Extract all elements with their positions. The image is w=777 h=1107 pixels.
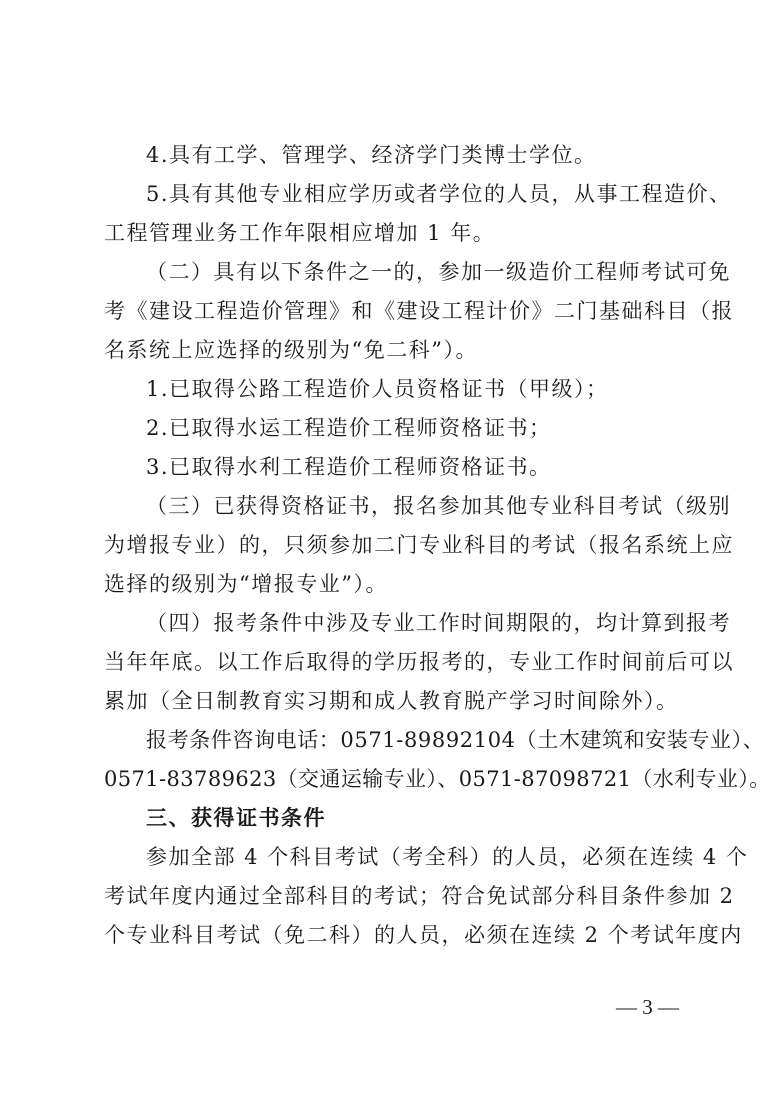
paragraph-line: 2.已取得水运工程造价工程师资格证书； <box>146 416 552 440</box>
paragraph-line: 1.已取得公路工程造价人员资格证书（甲级）； <box>146 377 609 401</box>
paragraph-line: 工程管理业务工作年限相应增加 1 年。 <box>104 221 496 245</box>
paragraph-line: 3.已取得水利工程造价工程师资格证书。 <box>146 455 552 479</box>
paragraph-line: 0571-83789623（交通运输专业）、0571-87098721（水利专业）。 <box>104 767 771 791</box>
paragraph-line: （三）已获得资格证书，报名参加其他专业科目考试（级别 <box>146 494 731 518</box>
paragraph-line: 当年年底。以工作后取得的学历报考的，专业工作时间前后可以 <box>104 650 734 674</box>
paragraph-line: 考《建设工程造价管理》和《建设工程计价》二门基础科目（报 <box>104 299 734 323</box>
paragraph-line: 名系统上应选择的级别为“免二科”）。 <box>104 338 478 362</box>
paragraph-line: （二）具有以下条件之一的，参加一级造价工程师考试可免 <box>146 260 731 284</box>
paragraph-line: 选择的级别为“增报专业”）。 <box>104 572 388 596</box>
page-number: — 3 — <box>616 995 679 1019</box>
paragraph-line: 5.具有其他专业相应学历或者学位的人员，从事工程造价、 <box>146 182 732 206</box>
paragraph-line: 参加全部 4 个科目考试（考全科）的人员，必须在连续 4 个 <box>146 845 749 869</box>
paragraph-line: 累加（全日制教育实习期和成人教育脱产学习时间除外）。 <box>104 689 679 713</box>
paragraph-line: 考试年度内通过全部科目的考试；符合免试部分科目条件参加 2 <box>104 884 735 908</box>
paragraph-line: 4.具有工学、管理学、经济学门类博士学位。 <box>146 143 597 167</box>
paragraph-line: 为增报专业）的，只须参加二门专业科目的考试（报名系统上应 <box>104 533 734 557</box>
paragraph-line: 报考条件咨询电话：0571-89892104（土木建筑和安装专业）、 <box>146 728 765 752</box>
paragraph-line: （四）报考条件中涉及专业工作时间期限的，均计算到报考 <box>146 611 731 635</box>
section-heading: 三、获得证书条件 <box>146 806 326 830</box>
paragraph-line: 个专业科目考试（免二科）的人员，必须在连续 2 个考试年度内 <box>104 923 743 947</box>
